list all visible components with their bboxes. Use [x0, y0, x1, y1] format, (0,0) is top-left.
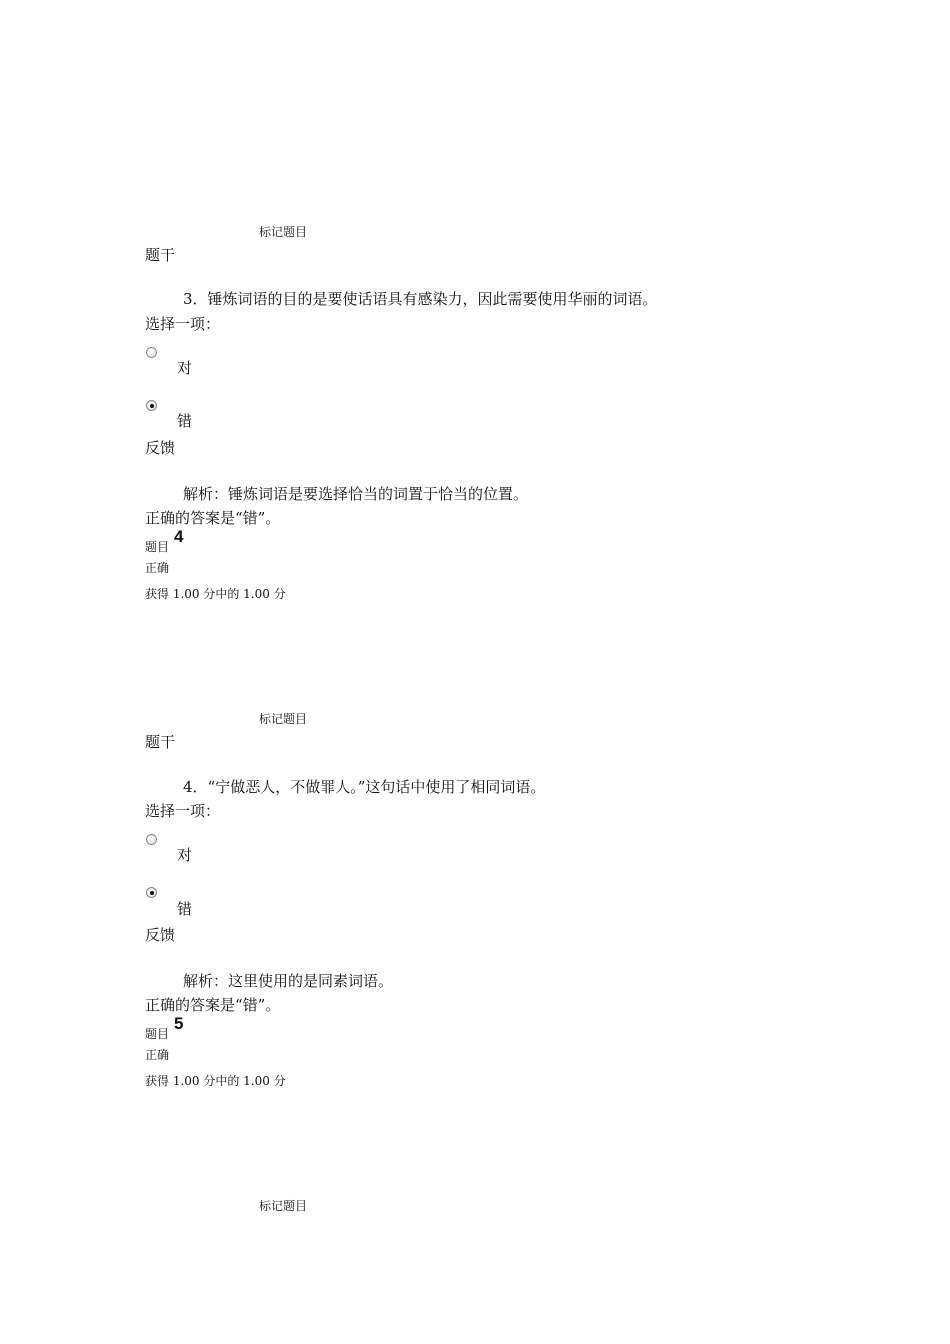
question-status: 正确	[145, 1048, 170, 1062]
option-false-radio[interactable]	[146, 887, 157, 898]
option-true-label[interactable]: 对	[177, 359, 193, 377]
question-status: 正确	[145, 561, 170, 575]
question-number: 4	[174, 527, 184, 546]
analysis-text: 解析：锤炼词语是要选择恰当的词置于恰当的位置。	[183, 485, 529, 503]
question-prefix: 题目	[145, 1027, 170, 1041]
question-text: 4．“宁做恶人，不做罪人。”这句话中使用了相同词语。	[183, 778, 546, 796]
choose-one-label: 选择一项：	[145, 802, 221, 820]
feedback-label: 反馈	[145, 439, 176, 457]
option-true-radio[interactable]	[146, 834, 157, 845]
option-true-label[interactable]: 对	[177, 846, 193, 864]
question-number: 5	[174, 1014, 184, 1033]
question-score: 获得 1.00 分中的 1.00 分	[145, 587, 286, 601]
feedback-label: 反馈	[145, 926, 176, 944]
analysis-text: 解析：这里使用的是同素词语。	[183, 972, 394, 990]
flag-question-link[interactable]: 标记题目	[259, 1199, 308, 1213]
correct-answer-text: 正确的答案是“错”。	[145, 509, 281, 527]
option-true-radio[interactable]	[146, 347, 157, 358]
correct-answer-text: 正确的答案是“错”。	[145, 996, 281, 1014]
flag-question-link[interactable]: 标记题目	[259, 712, 308, 726]
option-false-label[interactable]: 错	[177, 412, 193, 430]
question-stem-label: 题干	[145, 246, 176, 264]
question-prefix: 题目	[145, 540, 170, 554]
option-false-label[interactable]: 错	[177, 900, 193, 918]
option-false-radio[interactable]	[146, 400, 157, 411]
flag-question-link[interactable]: 标记题目	[259, 225, 308, 239]
choose-one-label: 选择一项：	[145, 315, 221, 333]
question-text: 3．锤炼词语的目的是要使话语具有感染力，因此需要使用华丽的词语。	[183, 290, 658, 308]
question-stem-label: 题干	[145, 733, 176, 751]
question-score: 获得 1.00 分中的 1.00 分	[145, 1074, 286, 1088]
